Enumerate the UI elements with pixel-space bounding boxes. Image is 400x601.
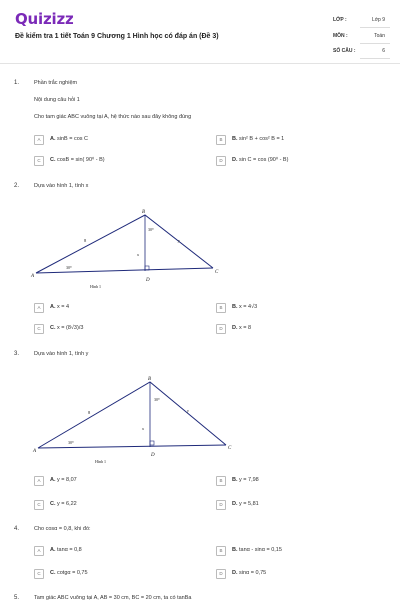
option-text: cotgα = 0,75: [57, 570, 88, 576]
vertex-d: D: [151, 453, 155, 458]
option-box[interactable]: B: [216, 476, 226, 486]
vertex-b: B: [142, 210, 146, 215]
option-text: x = 8: [239, 325, 252, 331]
option-text: sin C = cos (90⁰ - B): [239, 157, 289, 163]
option-letter: A.: [50, 477, 56, 483]
option-box[interactable]: B: [216, 546, 226, 556]
question-4-text: Cho cosα = 0,8, khi đó:: [34, 526, 91, 532]
angle-a-label: 30⁰: [66, 265, 72, 270]
option-box[interactable]: D: [216, 324, 226, 334]
side-ab-label: 8: [84, 238, 87, 243]
document-title: Đề kiểm tra 1 tiết Toán 9 Chương 1 Hình học có đáp án (Đề 3): [15, 33, 219, 40]
vertex-a: A: [33, 449, 37, 454]
meta-count-value: 6: [382, 48, 385, 54]
option-text: sinα = 0,75: [239, 570, 267, 576]
question-3-number: 3.: [14, 351, 20, 357]
triangle-sides: [36, 215, 213, 273]
meta-count-label: SỐ CÂU :: [333, 48, 356, 54]
option-text: x = (8√3)/3: [57, 325, 84, 331]
option-box[interactable]: B: [216, 135, 226, 145]
meta-count: [333, 45, 393, 57]
option-box[interactable]: C: [34, 156, 44, 166]
option-box[interactable]: D: [216, 569, 226, 579]
option-box[interactable]: C: [34, 324, 44, 334]
angle-b-label: 30⁰: [154, 397, 160, 402]
question-3-text: Dựa vào hình 1, tính y: [34, 351, 89, 357]
meta-subject-value: Toán: [374, 33, 385, 39]
triangle-sides: [38, 382, 226, 448]
question-5-text: Tam giác ABC vuông tại A, AB = 30 cm, BC = 20 cm, ta có tanBa: [34, 595, 192, 601]
figure-caption: Hình 1: [90, 284, 101, 289]
figure-1-q2: [30, 205, 230, 293]
triangle-base: [38, 445, 226, 448]
option-letter: B.: [232, 136, 238, 142]
option-letter: C.: [50, 501, 56, 507]
angle-a-label: 30⁰: [68, 440, 74, 445]
option-text: sinB = cos C: [57, 136, 89, 142]
option-text: tanα = 0,8: [57, 547, 82, 553]
option-text: y = 6,22: [57, 501, 77, 507]
option-box[interactable]: B: [216, 303, 226, 313]
option-text: sin² B + cos² B = 1: [239, 136, 285, 142]
question-2-number: 2.: [14, 183, 20, 189]
question-2-text: Dựa vào hình 1, tính x: [34, 183, 89, 189]
meta-subject: [333, 30, 393, 42]
meta-subject-label: MÔN :: [333, 33, 348, 39]
triangle-base: [36, 268, 213, 273]
question-1-subtitle: Nội dung câu hỏi 1: [34, 97, 80, 103]
option-text: y = 7,98: [239, 477, 259, 483]
meta-class: [333, 14, 393, 26]
option-box[interactable]: D: [216, 156, 226, 166]
option-box[interactable]: C: [34, 569, 44, 579]
option-letter: C.: [50, 570, 56, 576]
option-text: x = 4: [57, 304, 70, 310]
meta-divider: [360, 27, 390, 28]
option-letter: D.: [232, 157, 238, 163]
question-1-text: Cho tam giác ABC vuông tại A, hệ thức nào sau đây không đúng: [34, 114, 192, 120]
question-5-number: 5.: [14, 595, 20, 601]
option-box[interactable]: A: [34, 476, 44, 486]
x-label: x: [142, 426, 144, 431]
vertex-c: C: [215, 270, 219, 275]
vertex-c: C: [228, 446, 232, 451]
triangle-figure: [30, 205, 230, 293]
figure-caption: Hình 1: [95, 459, 106, 464]
side-ab-label: 8: [88, 410, 91, 415]
option-letter: A.: [50, 304, 56, 310]
option-text: tanα - sinα = 0,15: [239, 547, 282, 553]
option-letter: B.: [232, 304, 238, 310]
option-text: cosB = sin( 90⁰ - B): [57, 157, 105, 163]
option-text: x = 4√3: [239, 304, 258, 310]
triangle-figure: [30, 374, 240, 468]
option-letter: A.: [50, 547, 56, 553]
meta-class-value: Lớp 9: [371, 17, 385, 23]
angle-b-label: 30⁰: [148, 227, 154, 232]
option-letter: C.: [50, 325, 56, 331]
question-4-number: 4.: [14, 526, 20, 532]
option-text: y = 5,81: [239, 501, 259, 507]
right-angle-mark: [150, 441, 154, 445]
figure-1-q3: [30, 374, 240, 468]
question-1-section: Phần trắc nghiệm: [34, 80, 78, 86]
option-box[interactable]: D: [216, 500, 226, 510]
option-text: y = 8,07: [57, 477, 77, 483]
y-label: y: [187, 408, 189, 413]
option-box[interactable]: A: [34, 546, 44, 556]
vertex-a: A: [31, 274, 35, 279]
option-letter: D.: [232, 501, 238, 507]
option-box[interactable]: C: [34, 500, 44, 510]
vertex-b: B: [148, 377, 152, 382]
y-label: y: [178, 238, 180, 243]
question-1-number: 1.: [14, 80, 20, 86]
option-letter: D.: [232, 570, 238, 576]
quizizz-logo: Quizizz: [15, 10, 74, 28]
option-letter: C.: [50, 157, 56, 163]
option-letter: D.: [232, 325, 238, 331]
meta-class-label: LỚP :: [333, 17, 347, 23]
header-divider: [0, 63, 400, 64]
option-box[interactable]: A: [34, 303, 44, 313]
vertex-d: D: [146, 278, 150, 283]
meta-divider: [360, 58, 390, 59]
meta-divider: [360, 43, 390, 44]
x-label: x: [137, 252, 139, 257]
option-box[interactable]: A: [34, 135, 44, 145]
option-letter: A.: [50, 136, 56, 142]
option-letter: B.: [232, 477, 238, 483]
option-letter: B.: [232, 547, 238, 553]
